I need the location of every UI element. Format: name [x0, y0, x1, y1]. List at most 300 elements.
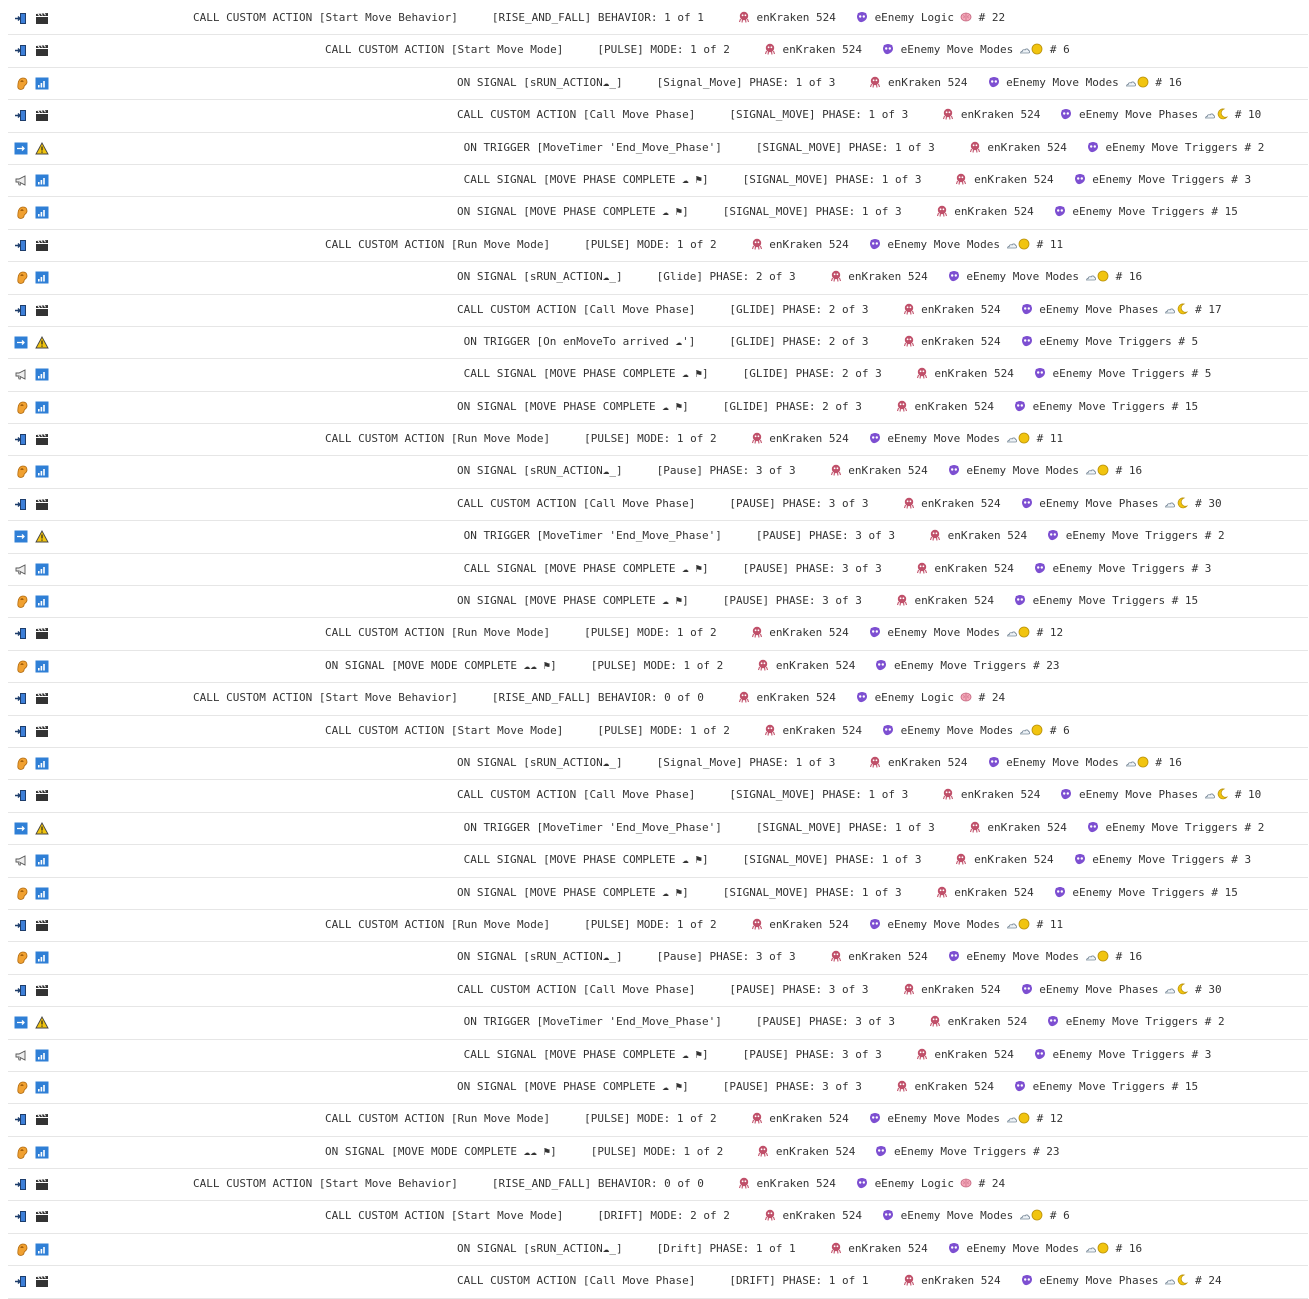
event-command: CALL CUSTOM ACTION [Run Move Mode] [325, 1112, 551, 1126]
clapperboard-icon [35, 44, 49, 57]
event-number: # 22 [978, 11, 1006, 24]
log-row[interactable] [8, 489, 1308, 521]
log-row[interactable] [8, 1266, 1308, 1298]
event-command: CALL SIGNAL [MOVE PHASE COMPLETE ☁ ⚑] [457, 1047, 709, 1061]
event-group: eEnemy Move Phases [1039, 302, 1159, 316]
event-group: eEnemy Move Modes [900, 43, 1014, 57]
event-context: [SIGNAL_MOVE] PHASE: 1 of 3 [722, 205, 902, 219]
clapperboard-icon [35, 919, 49, 932]
group-suffix-icons [1000, 1112, 1030, 1126]
ear-icon [14, 660, 28, 673]
moon-icon [1176, 303, 1188, 315]
brain-icon [960, 1177, 972, 1189]
event-context: [DRIFT] PHASE: 1 of 1 [729, 1274, 869, 1288]
event-command: ON SIGNAL [sRUN_ACTION☁_] [457, 75, 623, 89]
log-row[interactable] [8, 359, 1308, 391]
kraken-icon [751, 238, 763, 252]
event-number: # 24 [978, 691, 1006, 705]
alien-icon [1021, 497, 1033, 511]
clapperboard-icon [35, 1178, 49, 1191]
log-row[interactable] [8, 327, 1308, 359]
event-number: # 23 [1033, 1144, 1060, 1158]
signal-icon [35, 563, 49, 576]
sun-icon [1018, 432, 1030, 444]
sun-icon [1018, 918, 1030, 930]
cloud-icon [1006, 238, 1018, 250]
kraken-icon [751, 432, 763, 446]
alien-icon [875, 659, 887, 673]
megaphone-icon [14, 368, 28, 381]
event-command: ON SIGNAL [sRUN_ACTION☁_] [457, 270, 623, 284]
alien-icon [1074, 853, 1086, 867]
log-row[interactable] [8, 942, 1308, 974]
ear-icon [14, 206, 28, 219]
entry-door-icon [14, 12, 28, 25]
event-group: eEnemy Move Triggers [1072, 205, 1205, 219]
signal-icon [35, 1049, 49, 1062]
event-group: eEnemy Move Triggers [1065, 1015, 1199, 1029]
signal-icon [35, 951, 49, 964]
log-row[interactable] [8, 780, 1308, 812]
cloud-icon [1019, 1209, 1031, 1221]
event-context: [SIGNAL_MOVE] PHASE: 1 of 3 [742, 172, 922, 186]
signal-icon [35, 854, 49, 867]
cloud-icon [1006, 626, 1018, 638]
clapperboard-icon [35, 1275, 49, 1288]
event-command: CALL SIGNAL [MOVE PHASE COMPLETE ☁ ⚑] [457, 172, 709, 186]
arrow-right-icon [14, 530, 28, 543]
event-number: # 16 [1155, 755, 1182, 769]
event-context: [RISE_AND_FALL] BEHAVIOR: 0 of 0 [491, 1177, 704, 1191]
group-suffix-icons [1013, 1209, 1043, 1223]
clapperboard-icon [35, 725, 49, 738]
clapperboard-icon [35, 1113, 49, 1126]
kraken-icon [916, 1048, 928, 1062]
kraken-icon [896, 1080, 908, 1094]
log-row[interactable] [8, 1072, 1308, 1104]
entry-door-icon [14, 433, 28, 446]
event-context: [RISE_AND_FALL] BEHAVIOR: 1 of 1 [491, 11, 704, 24]
brain-icon [960, 11, 972, 23]
event-number: # 12 [1036, 1112, 1064, 1126]
log-row[interactable] [8, 975, 1308, 1007]
log-row[interactable] [8, 521, 1308, 553]
kraken-icon [764, 724, 776, 738]
entity-name: enKraken 524 [934, 367, 1014, 381]
sun-icon [1031, 724, 1043, 736]
kraken-icon [738, 691, 750, 705]
cloud-icon [1164, 303, 1176, 315]
group-suffix-icons [1079, 950, 1109, 964]
event-number: # 24 [978, 1177, 1006, 1191]
event-number: # 16 [1115, 464, 1143, 478]
alien-icon [1021, 983, 1033, 997]
alien-icon [869, 918, 881, 932]
event-number: # 3 [1231, 853, 1252, 867]
alien-icon [882, 724, 894, 738]
event-number: # 16 [1115, 950, 1143, 964]
entry-door-icon [14, 1113, 28, 1126]
entity-name: enKraken 524 [987, 820, 1067, 834]
alien-icon [882, 1209, 894, 1223]
event-context: [PAUSE] PHASE: 3 of 3 [722, 1079, 862, 1093]
signal-icon [35, 1243, 49, 1256]
event-command: ON TRIGGER [On enMoveTo arrived ☁'] [457, 334, 696, 348]
event-group: eEnemy Move Modes [966, 950, 1079, 964]
log-row[interactable] [8, 3, 1308, 35]
warning-icon [35, 142, 49, 155]
event-number: # 15 [1171, 399, 1199, 413]
event-group: eEnemy Move Phases [1078, 108, 1199, 122]
log-row[interactable] [8, 878, 1308, 910]
cloud-icon [1085, 464, 1097, 476]
log-row[interactable] [8, 456, 1308, 488]
alien-icon [1054, 886, 1066, 900]
event-number: # 12 [1036, 626, 1064, 640]
sun-icon [1137, 756, 1149, 768]
log-row[interactable] [8, 1104, 1308, 1136]
cloud-icon [1164, 983, 1176, 995]
signal-icon [35, 1146, 49, 1159]
event-context: [PULSE] MODE: 1 of 2 [590, 658, 724, 672]
event-group: eEnemy Move Triggers [1092, 853, 1225, 867]
group-suffix-icons [1119, 756, 1149, 770]
entry-door-icon [14, 1210, 28, 1223]
cloud-icon [1164, 497, 1176, 509]
group-suffix-icons [1079, 464, 1109, 478]
arrow-right-icon [14, 336, 28, 349]
event-number: # 24 [1195, 1274, 1222, 1288]
kraken-icon [764, 43, 776, 57]
sun-icon [1137, 76, 1149, 88]
log-row[interactable] [8, 651, 1308, 683]
event-context: [GLIDE] PHASE: 2 of 3 [742, 367, 882, 381]
entity-name: enKraken 524 [914, 594, 994, 608]
entity-name: enKraken 524 [782, 43, 862, 57]
event-number: # 16 [1155, 75, 1182, 89]
clapperboard-icon [35, 789, 49, 802]
alien-icon [1014, 594, 1026, 608]
log-row[interactable] [8, 554, 1308, 586]
clapperboard-icon [35, 1210, 49, 1223]
signal-icon [35, 887, 49, 900]
entry-door-icon [14, 239, 28, 252]
group-suffix-icons [1079, 1242, 1109, 1256]
alien-icon [1060, 788, 1072, 802]
clapperboard-icon [35, 984, 49, 997]
entity-name: enKraken 524 [769, 626, 849, 640]
kraken-icon [936, 886, 948, 900]
event-group: eEnemy Move Phases [1039, 496, 1159, 510]
event-group: eEnemy Move Triggers [1072, 885, 1205, 899]
event-number: # 11 [1036, 432, 1064, 446]
event-number: # 11 [1036, 917, 1064, 931]
log-row[interactable] [8, 68, 1308, 100]
log-row[interactable] [8, 910, 1308, 942]
event-command: CALL SIGNAL [MOVE PHASE COMPLETE ☁ ⚑] [457, 367, 709, 381]
entity-name: enKraken 524 [974, 172, 1054, 186]
entity-name: enKraken 524 [914, 1079, 994, 1093]
entity-name: enKraken 524 [947, 1015, 1028, 1029]
event-number: # 2 [1204, 529, 1225, 543]
entity-name: enKraken 524 [888, 755, 968, 769]
group-suffix-icons [1000, 918, 1030, 932]
log-row[interactable] [8, 262, 1308, 294]
kraken-icon [936, 205, 948, 219]
event-command: CALL CUSTOM ACTION [Start Move Mode] [325, 43, 564, 57]
group-suffix-icons [1079, 270, 1109, 284]
log-row[interactable] [8, 35, 1308, 67]
event-command: ON SIGNAL [sRUN_ACTION☁_] [457, 464, 623, 478]
kraken-icon [942, 788, 954, 802]
moon-icon [1216, 108, 1228, 120]
event-number: # 2 [1244, 820, 1265, 834]
kraken-icon [751, 626, 763, 640]
sun-icon [1018, 1112, 1030, 1124]
log-row[interactable] [8, 683, 1308, 715]
event-command: CALL CUSTOM ACTION [Call Move Phase] [457, 302, 696, 316]
signal-icon [35, 271, 49, 284]
event-context: [Signal_Move] PHASE: 1 of 3 [656, 755, 836, 769]
entity-name: enKraken 524 [756, 11, 836, 24]
group-suffix-icons [954, 1177, 972, 1191]
entity-name: enKraken 524 [888, 75, 968, 89]
log-row[interactable] [8, 1201, 1308, 1233]
log-row[interactable] [8, 748, 1308, 780]
event-group: eEnemy Move Modes [900, 723, 1014, 737]
entity-name: enKraken 524 [954, 205, 1034, 219]
event-group: eEnemy Move Triggers [1105, 820, 1238, 834]
event-command: CALL CUSTOM ACTION [Run Move Mode] [325, 432, 551, 446]
kraken-icon [896, 400, 908, 414]
entity-name: enKraken 524 [954, 885, 1034, 899]
event-context: [PULSE] MODE: 1 of 2 [597, 43, 730, 57]
event-number: # 15 [1211, 205, 1238, 219]
sun-icon [1097, 270, 1109, 282]
event-group: eEnemy Move Modes [1006, 75, 1119, 89]
alien-icon [1074, 173, 1086, 187]
kraken-icon [969, 141, 981, 155]
entity-name: enKraken 524 [974, 853, 1054, 867]
event-context: [SIGNAL_MOVE] PHASE: 1 of 3 [755, 820, 935, 834]
entity-name: enKraken 524 [914, 399, 994, 413]
event-command: ON SIGNAL [MOVE MODE COMPLETE ☁☁ ⚑] [325, 1144, 557, 1158]
signal-icon [35, 368, 49, 381]
event-number: # 6 [1049, 1209, 1070, 1223]
event-command: CALL CUSTOM ACTION [Call Move Phase] [457, 108, 696, 122]
event-command: CALL CUSTOM ACTION [Call Move Phase] [457, 496, 696, 510]
alien-icon [1021, 1274, 1033, 1288]
log-row[interactable] [8, 424, 1308, 456]
kraken-icon [830, 270, 842, 284]
event-context: [Signal_Move] PHASE: 1 of 3 [656, 75, 836, 89]
signal-icon [35, 401, 49, 414]
log-row[interactable] [8, 100, 1308, 132]
entity-name: enKraken 524 [987, 140, 1067, 154]
event-command: CALL CUSTOM ACTION [Run Move Mode] [325, 626, 551, 640]
moon-icon [1216, 788, 1228, 800]
clapperboard-icon [35, 304, 49, 317]
clapperboard-icon [35, 12, 49, 25]
signal-icon [35, 595, 49, 608]
alien-icon [1047, 529, 1059, 543]
ear-icon [14, 1243, 28, 1256]
event-command: CALL SIGNAL [MOVE PHASE COMPLETE ☁ ⚑] [457, 853, 709, 867]
moon-icon [1176, 1274, 1188, 1286]
event-number: # 30 [1195, 982, 1222, 996]
clapperboard-icon [35, 109, 49, 122]
event-group: eEnemy Move Triggers [1052, 367, 1185, 381]
event-number: # 15 [1171, 1079, 1199, 1093]
arrow-right-icon [14, 1016, 28, 1029]
sun-icon [1031, 1209, 1043, 1221]
cloud-icon [1085, 270, 1097, 282]
event-command: ON SIGNAL [sRUN_ACTION☁_] [457, 1241, 623, 1255]
alien-icon [948, 464, 960, 478]
clapperboard-icon [35, 498, 49, 511]
event-context: [PULSE] MODE: 1 of 2 [584, 917, 717, 931]
group-suffix-icons [954, 691, 972, 705]
kraken-icon [764, 1209, 776, 1223]
log-row[interactable] [8, 197, 1308, 229]
alien-icon [988, 756, 1000, 770]
alien-icon [875, 1145, 887, 1159]
alien-icon [1087, 141, 1099, 155]
log-row[interactable] [8, 813, 1308, 845]
event-context: [GLIDE] PHASE: 2 of 3 [722, 399, 862, 413]
cloud-icon [1006, 918, 1018, 930]
event-group: eEnemy Move Triggers [1092, 172, 1225, 186]
kraken-icon [751, 918, 763, 932]
event-group: eEnemy Move Triggers [893, 658, 1027, 672]
cloud-icon [1006, 432, 1018, 444]
event-context: [DRIFT] MODE: 2 of 2 [597, 1209, 730, 1223]
event-context: [PAUSE] PHASE: 3 of 3 [742, 561, 882, 575]
event-context: [PAUSE] PHASE: 3 of 3 [755, 529, 895, 543]
kraken-icon [969, 821, 981, 835]
ear-icon [14, 887, 28, 900]
clapperboard-icon [35, 239, 49, 252]
log-row[interactable] [8, 1137, 1308, 1169]
log-row[interactable] [8, 295, 1308, 327]
kraken-icon [830, 464, 842, 478]
event-group: eEnemy Move Modes [887, 917, 1000, 931]
ear-icon [14, 77, 28, 90]
log-row[interactable] [8, 1007, 1308, 1039]
ear-icon [14, 465, 28, 478]
entity-name: enKraken 524 [848, 270, 928, 284]
ear-icon [14, 1146, 28, 1159]
brain-icon [960, 691, 972, 703]
kraken-icon [830, 950, 842, 964]
group-suffix-icons [954, 11, 972, 25]
alien-icon [1060, 108, 1072, 122]
event-number: # 6 [1049, 43, 1070, 57]
entity-name: enKraken 524 [921, 302, 1001, 316]
group-suffix-icons [1158, 983, 1188, 997]
event-number: # 3 [1231, 172, 1252, 186]
entry-door-icon [14, 919, 28, 932]
event-command: CALL CUSTOM ACTION [Start Move Mode] [325, 723, 564, 737]
alien-icon [948, 950, 960, 964]
event-context: [Pause] PHASE: 3 of 3 [656, 950, 796, 964]
event-context: [PULSE] MODE: 1 of 2 [584, 1112, 717, 1126]
event-number: # 30 [1195, 496, 1222, 510]
entity-name: enKraken 524 [934, 1047, 1014, 1061]
kraken-icon [903, 335, 915, 349]
log-row[interactable] [8, 586, 1308, 618]
arrow-right-icon [14, 142, 28, 155]
kraken-icon [903, 983, 915, 997]
cloud-icon [1006, 1112, 1018, 1124]
event-command: ON SIGNAL [MOVE MODE COMPLETE ☁☁ ⚑] [325, 658, 557, 672]
log-row[interactable] [8, 1040, 1308, 1072]
log-row[interactable] [8, 133, 1308, 165]
event-group: eEnemy Move Triggers [1052, 561, 1185, 575]
signal-icon [35, 1081, 49, 1094]
clapperboard-icon [35, 627, 49, 640]
event-group: eEnemy Move Modes [966, 270, 1079, 284]
entry-door-icon [14, 44, 28, 57]
alien-icon [1034, 1048, 1046, 1062]
event-group: eEnemy Move Modes [1006, 755, 1119, 769]
event-context: [PAUSE] PHASE: 3 of 3 [729, 982, 869, 996]
log-row[interactable] [8, 845, 1308, 877]
event-command: CALL SIGNAL [MOVE PHASE COMPLETE ☁ ⚑] [457, 561, 709, 575]
log-row[interactable] [8, 392, 1308, 424]
entity-name: enKraken 524 [960, 788, 1041, 802]
kraken-icon [916, 562, 928, 576]
event-group: eEnemy Move Modes [900, 1209, 1014, 1223]
group-suffix-icons [1000, 626, 1030, 640]
kraken-icon [738, 1177, 750, 1191]
alien-icon [1047, 1015, 1059, 1029]
group-suffix-icons [1198, 788, 1228, 802]
cloud-icon [1085, 1242, 1097, 1254]
alien-icon [1054, 205, 1066, 219]
event-command: ON TRIGGER [MoveTimer 'End_Move_Phase'] [457, 529, 722, 543]
event-group: eEnemy Move Modes [887, 237, 1000, 251]
event-command: ON SIGNAL [sRUN_ACTION☁_] [457, 755, 623, 769]
event-context: [Drift] PHASE: 1 of 1 [656, 1241, 796, 1255]
signal-icon [35, 77, 49, 90]
alien-icon [856, 11, 868, 25]
log-row[interactable] [8, 716, 1308, 748]
log-row[interactable] [8, 1234, 1308, 1266]
kraken-icon [738, 11, 750, 25]
event-number: # 15 [1211, 885, 1238, 899]
group-suffix-icons [1000, 238, 1030, 252]
alien-icon [1014, 1080, 1026, 1094]
log-row[interactable] [8, 1169, 1308, 1201]
entity-name: enKraken 524 [921, 334, 1001, 348]
log-row[interactable] [8, 230, 1308, 262]
event-command: CALL CUSTOM ACTION [Run Move Mode] [325, 237, 551, 251]
event-context: [PULSE] MODE: 1 of 2 [590, 1144, 724, 1158]
signal-icon [35, 206, 49, 219]
clapperboard-icon [35, 433, 49, 446]
event-group: eEnemy Move Triggers [1032, 399, 1166, 413]
log-row[interactable] [8, 618, 1308, 650]
signal-icon [35, 174, 49, 187]
megaphone-icon [14, 854, 28, 867]
entity-name: enKraken 524 [921, 982, 1001, 996]
alien-icon [1034, 562, 1046, 576]
log-row[interactable] [8, 165, 1308, 197]
event-context: [GLIDE] PHASE: 2 of 3 [729, 302, 869, 316]
event-command: CALL CUSTOM ACTION [Start Move Behavior] [193, 691, 458, 705]
event-command: ON TRIGGER [MoveTimer 'End_Move_Phase'] [457, 820, 722, 834]
